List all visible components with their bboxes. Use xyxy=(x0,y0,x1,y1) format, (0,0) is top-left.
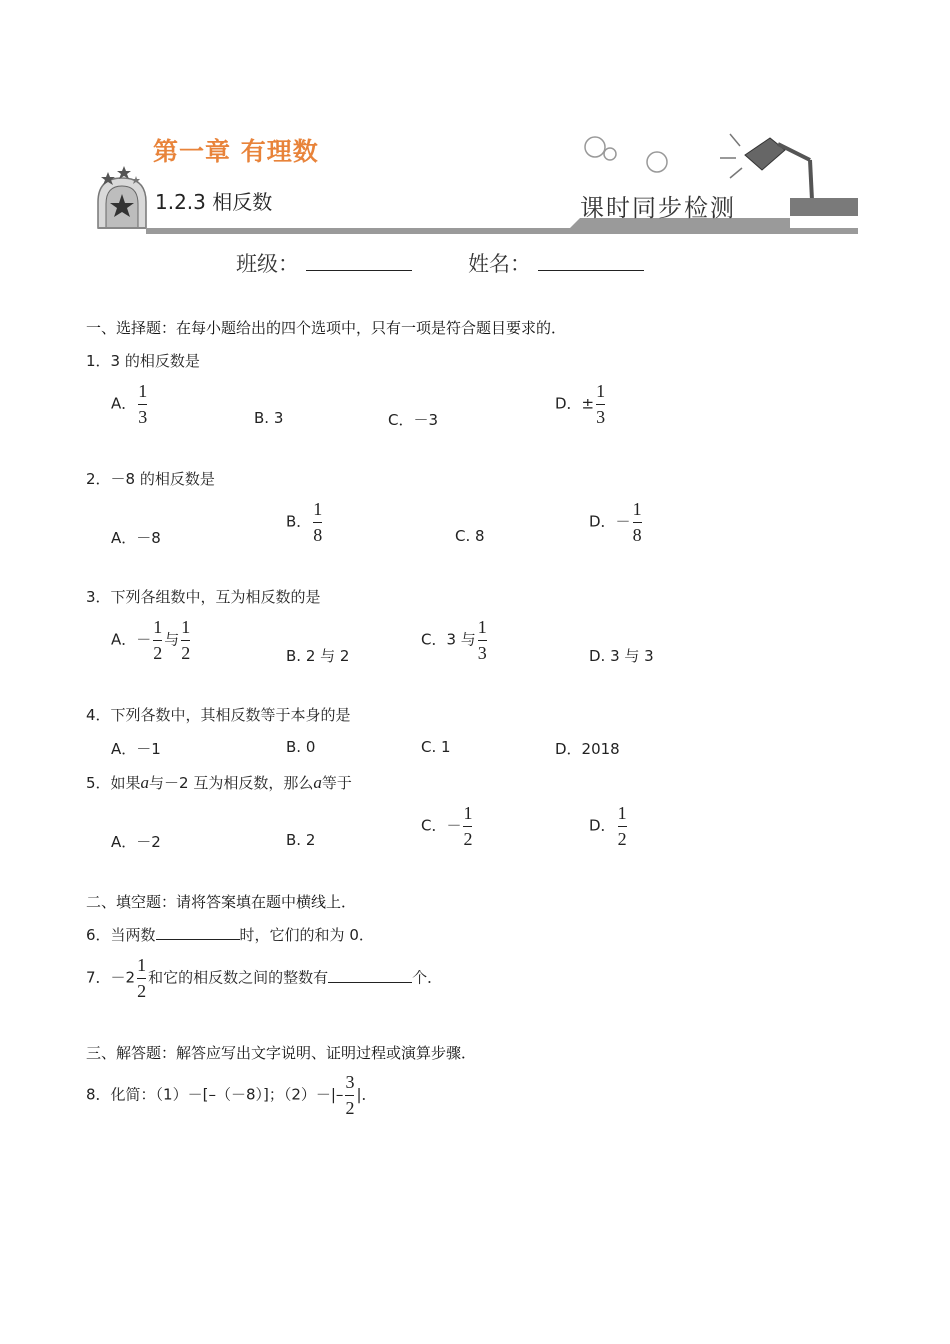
chapter-title: 第一章 有理数 xyxy=(153,137,319,166)
q5-option-d[interactable]: D． $\frac{1}{2}$ xyxy=(589,803,627,849)
q6-answer-blank[interactable] xyxy=(156,925,240,940)
name-label: 姓名： xyxy=(468,252,531,276)
section-3-heading: 三、解答题：解答应写出文字说明、证明过程或演算步骤． xyxy=(86,1044,477,1062)
q3-option-d[interactable]: D. 3 与 3 xyxy=(589,647,654,665)
question-6: 6．当两数 时，它们的和为 0． xyxy=(86,926,374,944)
question-5-stem: 5．如果a与－2 互为相反数，那么a等于 xyxy=(86,773,352,792)
section-1-heading: 一、选择题：在每小题给出的四个选项中，只有一项是符合题目要求的． xyxy=(86,319,567,337)
q1-option-a[interactable]: A． $\frac{1}{3}$ xyxy=(111,381,148,427)
sync-test-title: 课时同步检测 xyxy=(580,194,736,222)
q5-option-b[interactable]: B. 2 xyxy=(286,831,316,849)
question-7: 7．－2 $\frac{1}{2}$ 和它的相反数之间的整数有 个． xyxy=(86,955,443,1001)
section-2-heading: 二、填空题：请将答案填在题中横线上． xyxy=(86,893,357,911)
question-4-stem: 4．下列各数中，其相反数等于本身的是 xyxy=(86,706,351,724)
class-blank[interactable] xyxy=(306,270,412,271)
q1-option-b[interactable]: B. 3 xyxy=(254,409,284,427)
q5-option-c[interactable]: C．－ $\frac{1}{2}$ xyxy=(421,803,473,849)
star-badge-icon xyxy=(98,166,146,228)
q1-option-c[interactable]: C．－3 xyxy=(388,411,439,429)
q4-option-b[interactable]: B. 0 xyxy=(286,738,316,756)
q4-option-c[interactable]: C. 1 xyxy=(421,738,451,756)
class-label: 班级： xyxy=(236,252,299,276)
q2-option-a[interactable]: A．－8 xyxy=(111,529,161,547)
question-2-stem: 2．－8 的相反数是 xyxy=(86,470,215,488)
q4-option-a[interactable]: A．－1 xyxy=(111,740,161,758)
bubbles-decoration xyxy=(585,137,667,172)
question-3-stem: 3．下列各组数中，互为相反数的是 xyxy=(86,588,321,606)
q3-option-a[interactable]: A．－ $\frac{1}{2}$ 与 $\frac{1}{2}$ xyxy=(111,617,191,663)
q3-option-c[interactable]: C．3 与 $\frac{1}{3}$ xyxy=(421,617,487,663)
q7-answer-blank[interactable] xyxy=(328,968,412,983)
desk-lamp-icon xyxy=(720,134,858,216)
q4-option-d[interactable]: D．2018 xyxy=(555,740,620,758)
name-blank[interactable] xyxy=(538,270,644,271)
q5-option-a[interactable]: A．－2 xyxy=(111,833,161,851)
q2-option-c[interactable]: C. 8 xyxy=(455,527,485,545)
q3-option-b[interactable]: B. 2 与 2 xyxy=(286,647,350,665)
question-8: 8．化简：（1）－[–（－8）]；（2）－|– $\frac{3}{2}$ |． xyxy=(86,1072,377,1118)
q2-option-d[interactable]: D．－ $\frac{1}{8}$ xyxy=(589,499,642,545)
lesson-title: 1.2.3 相反数 xyxy=(155,190,273,214)
question-1-stem: 1．3 的相反数是 xyxy=(86,352,200,370)
q1-option-d[interactable]: D．± $\frac{1}{3}$ xyxy=(555,381,606,427)
q2-option-b[interactable]: B． $\frac{1}{8}$ xyxy=(286,499,323,545)
